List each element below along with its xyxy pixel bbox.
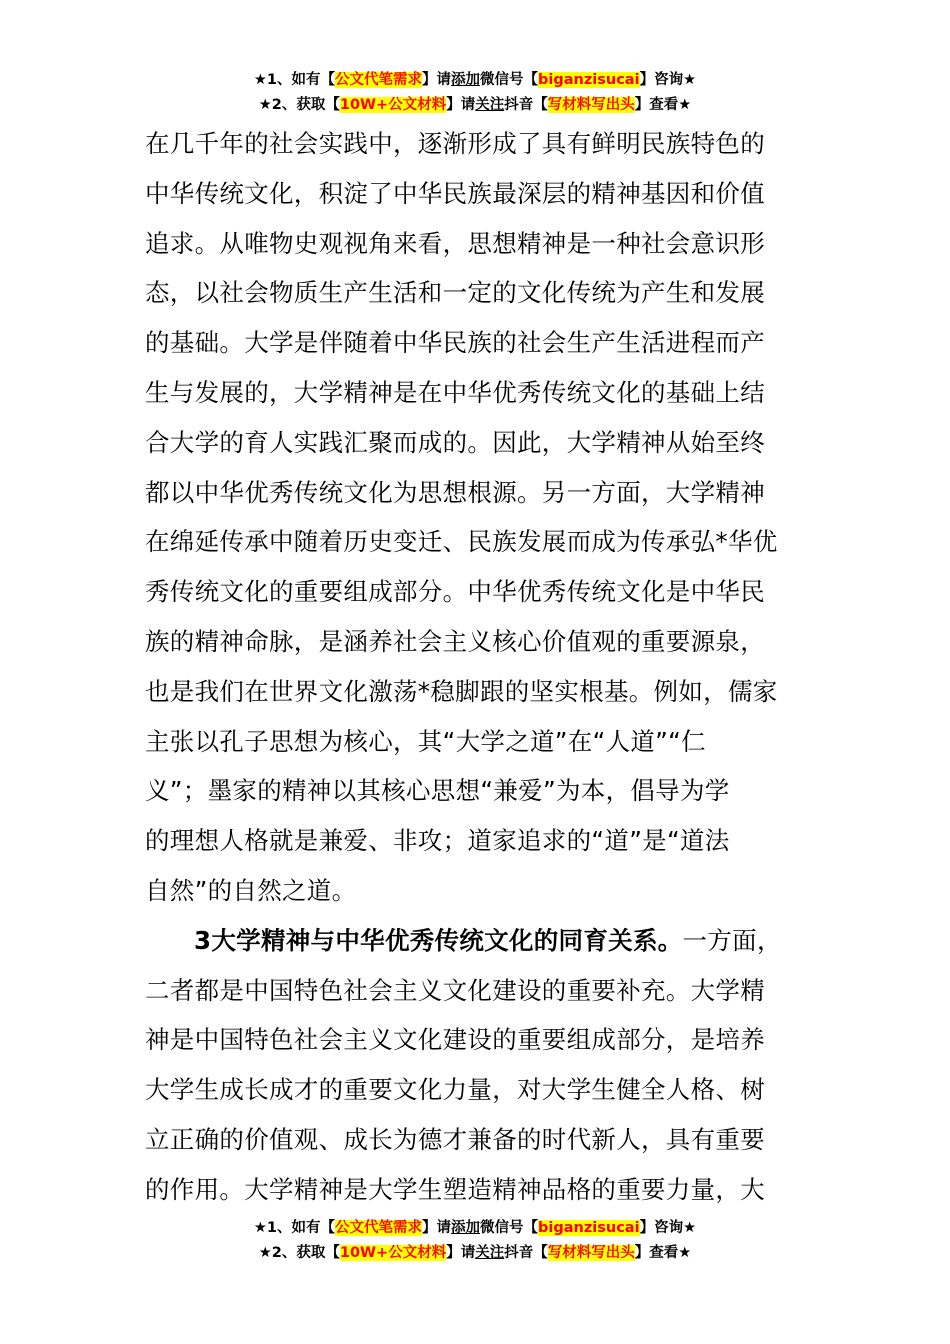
body-line: 也是我们在世界文化激荡*稳脚跟的坚实根基。例如，儒家 — [145, 676, 778, 706]
body-line: 追求。从唯物史观视角来看，思想精神是一种社会意识形 — [145, 228, 765, 258]
banner-line-1: ★1、如有【公文代笔需求】请添加微信号【biganzisucai】咨询★ — [253, 1220, 697, 1236]
highlight-materials: 10W+公文材料 — [339, 97, 447, 113]
document-body — [145, 119, 810, 1215]
body-line: 神是中国特色社会主义文化建设的重要组成部分，是培养 — [145, 1025, 765, 1055]
section-heading: 3大学精神与中华优秀传统文化的同育关系。 — [194, 925, 683, 955]
body-line: 大学生成长成才的重要文化力量，对大学生健全人格、树 — [145, 1075, 765, 1105]
body-line: 自然”的自然之道。 — [145, 875, 357, 905]
highlight-wechat-id: biganzisucai — [538, 1220, 640, 1236]
body-line: 态，以社会物质生产生活和一定的文化传统为产生和发展 — [145, 278, 765, 308]
highlight-douyin: 写材料写出头 — [547, 97, 635, 113]
body-line: 的理想人格就是兼爱、非攻；道家追求的“道”是“道法 — [145, 826, 730, 856]
body-line: 立正确的价值观、成长为德才兼备的时代新人，具有重要 — [145, 1124, 765, 1154]
highlight-service: 公文代笔需求 — [335, 1220, 423, 1236]
banner-line-2: ★2、获取【10W+公文材料】请关注抖音【写材料写出头】查看★ — [258, 1245, 692, 1261]
body-line: 族的精神命脉，是涵养社会主义核心价值观的重要源泉， — [145, 626, 765, 656]
body-line: 二者都是中国特色社会主义文化建设的重要补充。大学精 — [145, 975, 765, 1005]
highlight-douyin: 写材料写出头 — [547, 1245, 635, 1261]
body-line: 义”；墨家的精神以其核心思想“兼爱”为本，倡导为学 — [145, 776, 730, 806]
body-line: 都以中华优秀传统文化为思想根源。另一方面，大学精神 — [145, 477, 765, 507]
body-line: 生与发展的，大学精神是在中华优秀传统文化的基础上结 — [145, 377, 765, 407]
section-first-line: 3大学精神与中华优秀传统文化的同育关系。一方面， — [194, 925, 782, 955]
body-line: 主张以孔子思想为核心，其“大学之道”在“人道”“仁 — [145, 726, 706, 756]
body-line: 的基础。大学是伴随着中华民族的社会生产生活进程而产 — [145, 328, 765, 358]
highlight-materials: 10W+公文材料 — [339, 1245, 447, 1261]
body-line: 在几千年的社会实践中，逐渐形成了具有鲜明民族特色的 — [145, 129, 765, 158]
body-line: 中华传统文化，积淀了中华民族最深层的精神基因和价值 — [145, 178, 765, 208]
header-banner — [0, 68, 950, 118]
body-line: 在绵延传承中随着历史变迁、民族发展而成为传承弘*华优 — [145, 527, 778, 557]
highlight-service: 公文代笔需求 — [335, 72, 423, 88]
body-line: 合大学的育人实践汇聚而成的。因此，大学精神从始至终 — [145, 427, 765, 457]
body-line: 的作用。大学精神是大学生塑造精神品格的重要力量，大 — [145, 1174, 765, 1204]
highlight-wechat-id: biganzisucai — [538, 72, 640, 88]
body-line: 秀传统文化的重要组成部分。中华优秀传统文化是中华民 — [145, 577, 765, 607]
banner-line-1: ★1、如有【公文代笔需求】请添加微信号【biganzisucai】咨询★ — [253, 72, 697, 88]
banner-line-2: ★2、获取【10W+公文材料】请关注抖音【写材料写出头】查看★ — [258, 97, 692, 113]
footer-banner — [0, 1216, 950, 1266]
